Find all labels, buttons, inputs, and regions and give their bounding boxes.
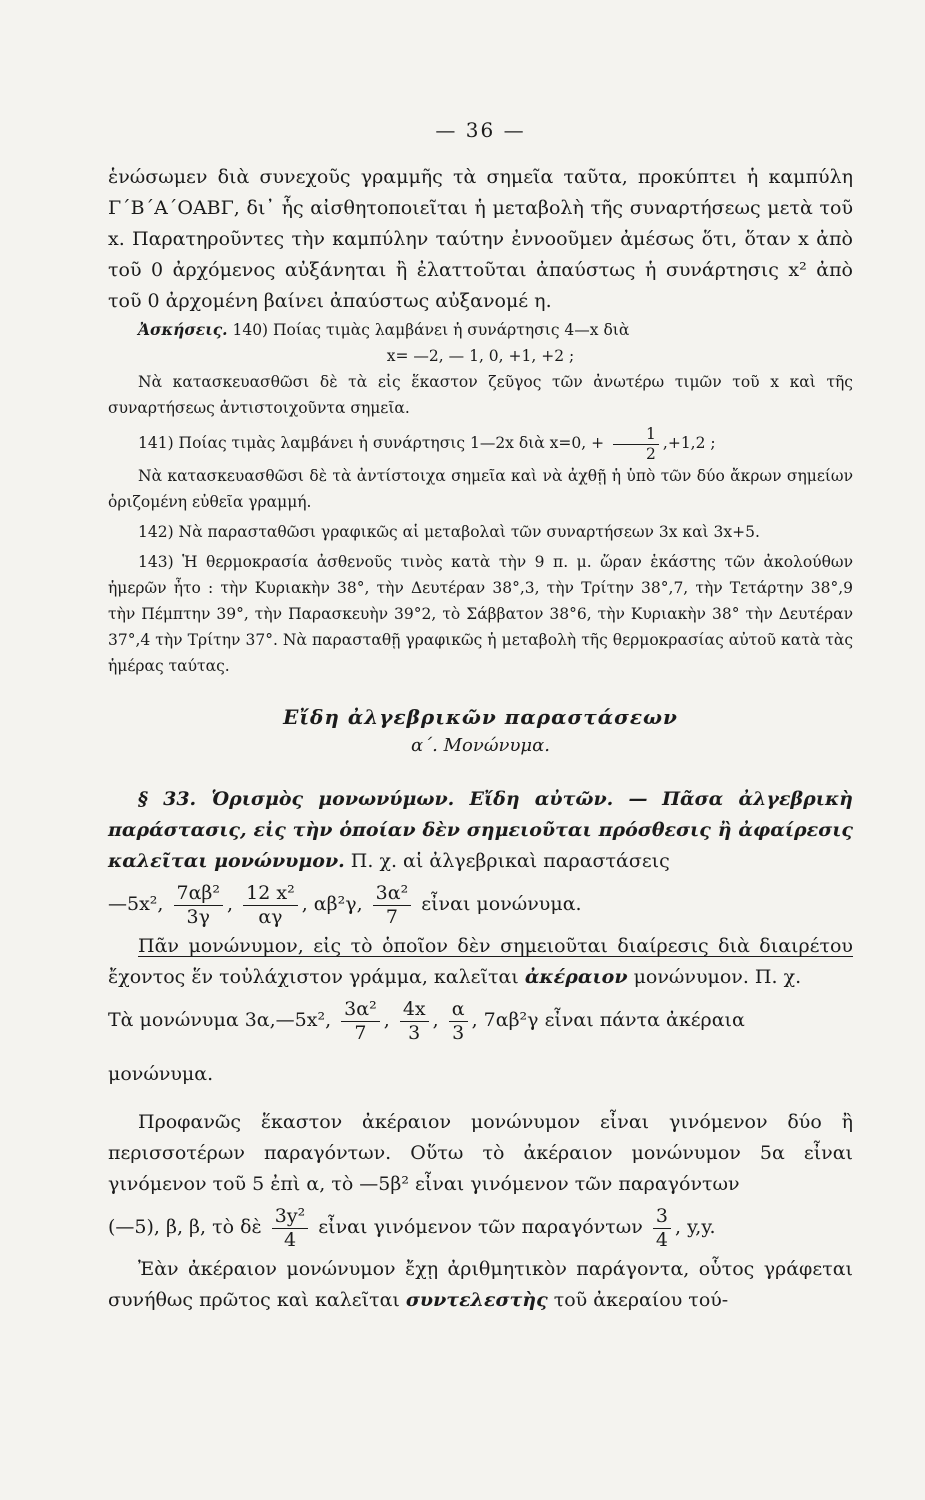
fraction-numerator: 7αβ²	[174, 882, 224, 906]
exercise-140-continuation: Νὰ κατασκευασθῶσι δὲ τὰ εἰς ἕκαστον ζεῦγος τῶν ἀνωτέρω τιμῶν τοῦ x καὶ τῆς συναρτήσεως ἀντιστοιχοῦντα σημεῖα.	[108, 373, 853, 417]
fraction-denominator: 2	[646, 444, 656, 463]
section-33-label: § 33. Ὁρισμὸς μονωνύμων. Εἴδη αὐτῶν. —	[138, 788, 648, 811]
fraction-numerator: 4x	[400, 998, 429, 1022]
exercise-140-text: 140) Ποίας τιμὰς λαμβάνει ἡ συνάρτησις 4—x διὰ	[232, 321, 630, 339]
fraction-denominator: 7	[385, 905, 398, 928]
fraction-denominator: 3	[452, 1021, 465, 1044]
fraction-numerator: 3	[653, 1205, 671, 1229]
page-number: — 36 —	[435, 118, 526, 142]
mono-fraction-3	[373, 882, 412, 929]
fraction-denominator: 3γ	[186, 905, 210, 928]
page-content	[108, 118, 853, 1316]
mono-fraction-1	[174, 882, 224, 929]
exercise-141-end: ,+1,2 ;	[662, 434, 716, 453]
coef-text-1: Ἐὰν ἀκέραιον μονώνυμον ἔχῃ ἀριθμητικὸν παράγοντα, οὗτος γράφεται συνήθως πρῶτος καὶ καλεῖται	[108, 1258, 853, 1312]
fraction-denominator: 4	[655, 1228, 668, 1251]
subheading: α΄. Μονώνυμα.	[411, 735, 550, 757]
exercise-141-text: 141) Ποίας τιμὰς λαμβάνει ἡ συνάρτησις 1—2x διὰ x=0, +	[138, 434, 605, 453]
fraction-numerator: 1	[613, 425, 659, 445]
coef-text-2: τοῦ ἀκεραίου τού-	[553, 1289, 729, 1312]
product-paragraph: Προφανῶς ἕκαστον ἀκέραιον μονώνυμον εἶναι γινόμενον δύο ἢ περισσοτέρων παραγόντων. Οὕτω τὸ ἀκέραιον μονώνυμον 5α εἶναι γινόμενον τοῦ 5 ἐπὶ α, τὸ —5β² εἶναι γινόμενον τῶν παραγόντων	[108, 1111, 853, 1196]
product-fraction-2	[653, 1205, 671, 1252]
product-tail: , y,y.	[674, 1216, 716, 1239]
fraction-numerator: α	[449, 998, 468, 1022]
exercise-140-values: x= —2, — 1, 0, +1, +2 ;	[386, 347, 575, 365]
intro-paragraph: ἑνώσωμεν διὰ συνεχοῦς γραμμῆς τὰ σημεῖα ταῦτα, προκύπτει ἡ καμπύλη Γ΄Β΄Α΄ΟΑΒΓ, δι᾽ ἧς αἰσθητοποιεῖται ἡ μεταβολὴ τῆς συναρτήσεως μετὰ τοῦ x. Παρατηροῦντες τὴν καμπύλην ταύτην ἐννοοῦμεν ἀμέσως ὅτι, ὅταν x ἀπὸ τοῦ 0 ἀρχόμενος αὐξάνηται ἢ ἐλαττοῦται ἀπαύστως ἡ συνάρτησις x² ἀπὸ τοῦ 0 ἀρχομένη βαίνει ἀπαύστως αὐξανομέ η.	[108, 166, 853, 312]
exercise-141-continuation: Νὰ κατασκευασθῶσι δὲ τὰ ἀντίστοιχα σημεῖα καὶ νὰ ἀχθῇ ἡ ὑπὸ τῶν δύο ἄκρων σημείων ὁριζομένη εὐθεῖα γραμμή.	[108, 467, 853, 512]
exercise-140	[108, 317, 853, 343]
int-fraction-3	[449, 998, 468, 1045]
integer-monomial-definition	[108, 931, 853, 993]
exercise-143: 143) Ἡ θερμοκρασία ἀσθενοῦς τινὸς κατὰ τὴν 9 π. μ. ὥραν ἑκάστης τῶν ἀκολούθων ἡμερῶν ἦτο : τὴν Κυριακὴν 38°, τὴν Δευτέραν 38°,3, τὴν Τρίτην 38°,7, τὴν Τετάρτην 38°,9 τὴν Πέμπτην 39°, τὴν Παρασκευὴν 39°2, τὸ Σάββατον 38°6, τὴν Κυριακὴν 38° τὴν Δευτέραν 37°,4 τὴν Τρίτην 37°. Νὰ παρασταθῇ γραφικῶς ἡ μεταβολὴ τῆς θερμοκρασίας αὐτοῦ κατὰ τὰς ἡμέρας ταύτας.	[108, 553, 853, 676]
monomial-examples: —5x², $\frac{\text{7αβ²}}{3\gamma}$ , $\frac{\text{12 x²}}{\alpha\gamma}$ , αβ²γ, $\frac{\text{3α²}}{7}$ εἶναι μονώνυμα.	[108, 881, 582, 928]
int-lead: Τὰ μονώνυμα 3α,—5x²,	[108, 1009, 332, 1032]
fraction-denominator: αγ	[258, 905, 283, 928]
int-fraction-2	[400, 998, 429, 1045]
exercises-label: Ἀσκήσεις.	[138, 320, 228, 339]
fraction-denominator: 7	[354, 1021, 367, 1044]
fraction-numerator: 3y²	[272, 1205, 308, 1229]
section-33	[108, 784, 853, 877]
section-33-definition: Πᾶσα ἀλγεβρικὴ παράστασις, εἰς τὴν ὁποίαν δὲν σημειοῦται πρόσθεσις ἢ ἀφαίρεσις καλεῖται μονώνυμον.	[108, 788, 853, 873]
product-line	[108, 1200, 853, 1254]
product-fraction-1	[272, 1205, 308, 1252]
integer-def-line-1: Πᾶν μονώνυμον, εἰς τὸ ὁποῖον δὲν σημειοῦται διαίρεσις διὰ διαιρέτου	[138, 935, 853, 958]
fraction-numerator: 3α²	[341, 998, 380, 1022]
exercise-142: 142) Νὰ παρασταθῶσι γραφικῶς αἱ μεταβολαὶ τῶν συναρτήσεων 3x καὶ 3x+5.	[138, 523, 760, 542]
exercise-141	[108, 425, 853, 463]
mono-term-1: —5x²,	[108, 893, 164, 916]
coefficient-paragraph	[108, 1254, 853, 1316]
integer-def-line-2: ἔχοντος ἕν τοὐλάχιστον γράμμα, καλεῖται	[108, 966, 519, 989]
mono-tail: εἶναι μονώνυμα.	[421, 893, 582, 916]
integer-word: ἀκέραιον	[524, 966, 628, 989]
product-mid: εἶναι γινόμενον τῶν παραγόντων	[318, 1216, 643, 1239]
int-tail: 7αβ²γ εἶναι πάντα ἀκέραια μονώνυμα.	[108, 1009, 745, 1086]
section-heading: Εἴδη ἀλγεβρικῶν παραστάσεων	[283, 705, 678, 730]
integer-def-line-3: μονώνυμον. Π. χ.	[633, 966, 802, 989]
mono-term-3: αβ²γ,	[313, 893, 363, 916]
fraction-numerator: 12 x²	[243, 882, 298, 906]
exercise-141-fraction	[613, 425, 659, 463]
mono-fraction-2	[243, 882, 298, 929]
integer-monomial-examples: Τὰ μονώνυμα 3α,—5x², $\frac{\text{3α²}}{7}$ , $\frac{4x}{3}$ , $\frac{\alpha}{3}$ , 7αβ²γ εἶναι πάντα ἀκέραια μονώνυμα.	[108, 997, 745, 1086]
int-fraction-1	[341, 998, 380, 1045]
fraction-denominator: 4	[283, 1228, 297, 1251]
section-33-example-intro: Π. χ. αἱ ἀλγεβρικαὶ παραστάσεις	[350, 850, 670, 873]
product-lead: (—5), β, β, τὸ δὲ	[108, 1216, 262, 1239]
fraction-denominator: 3	[408, 1021, 421, 1044]
fraction-numerator: 3α²	[373, 882, 412, 906]
coef-word: συντελεστὴς	[405, 1289, 548, 1312]
